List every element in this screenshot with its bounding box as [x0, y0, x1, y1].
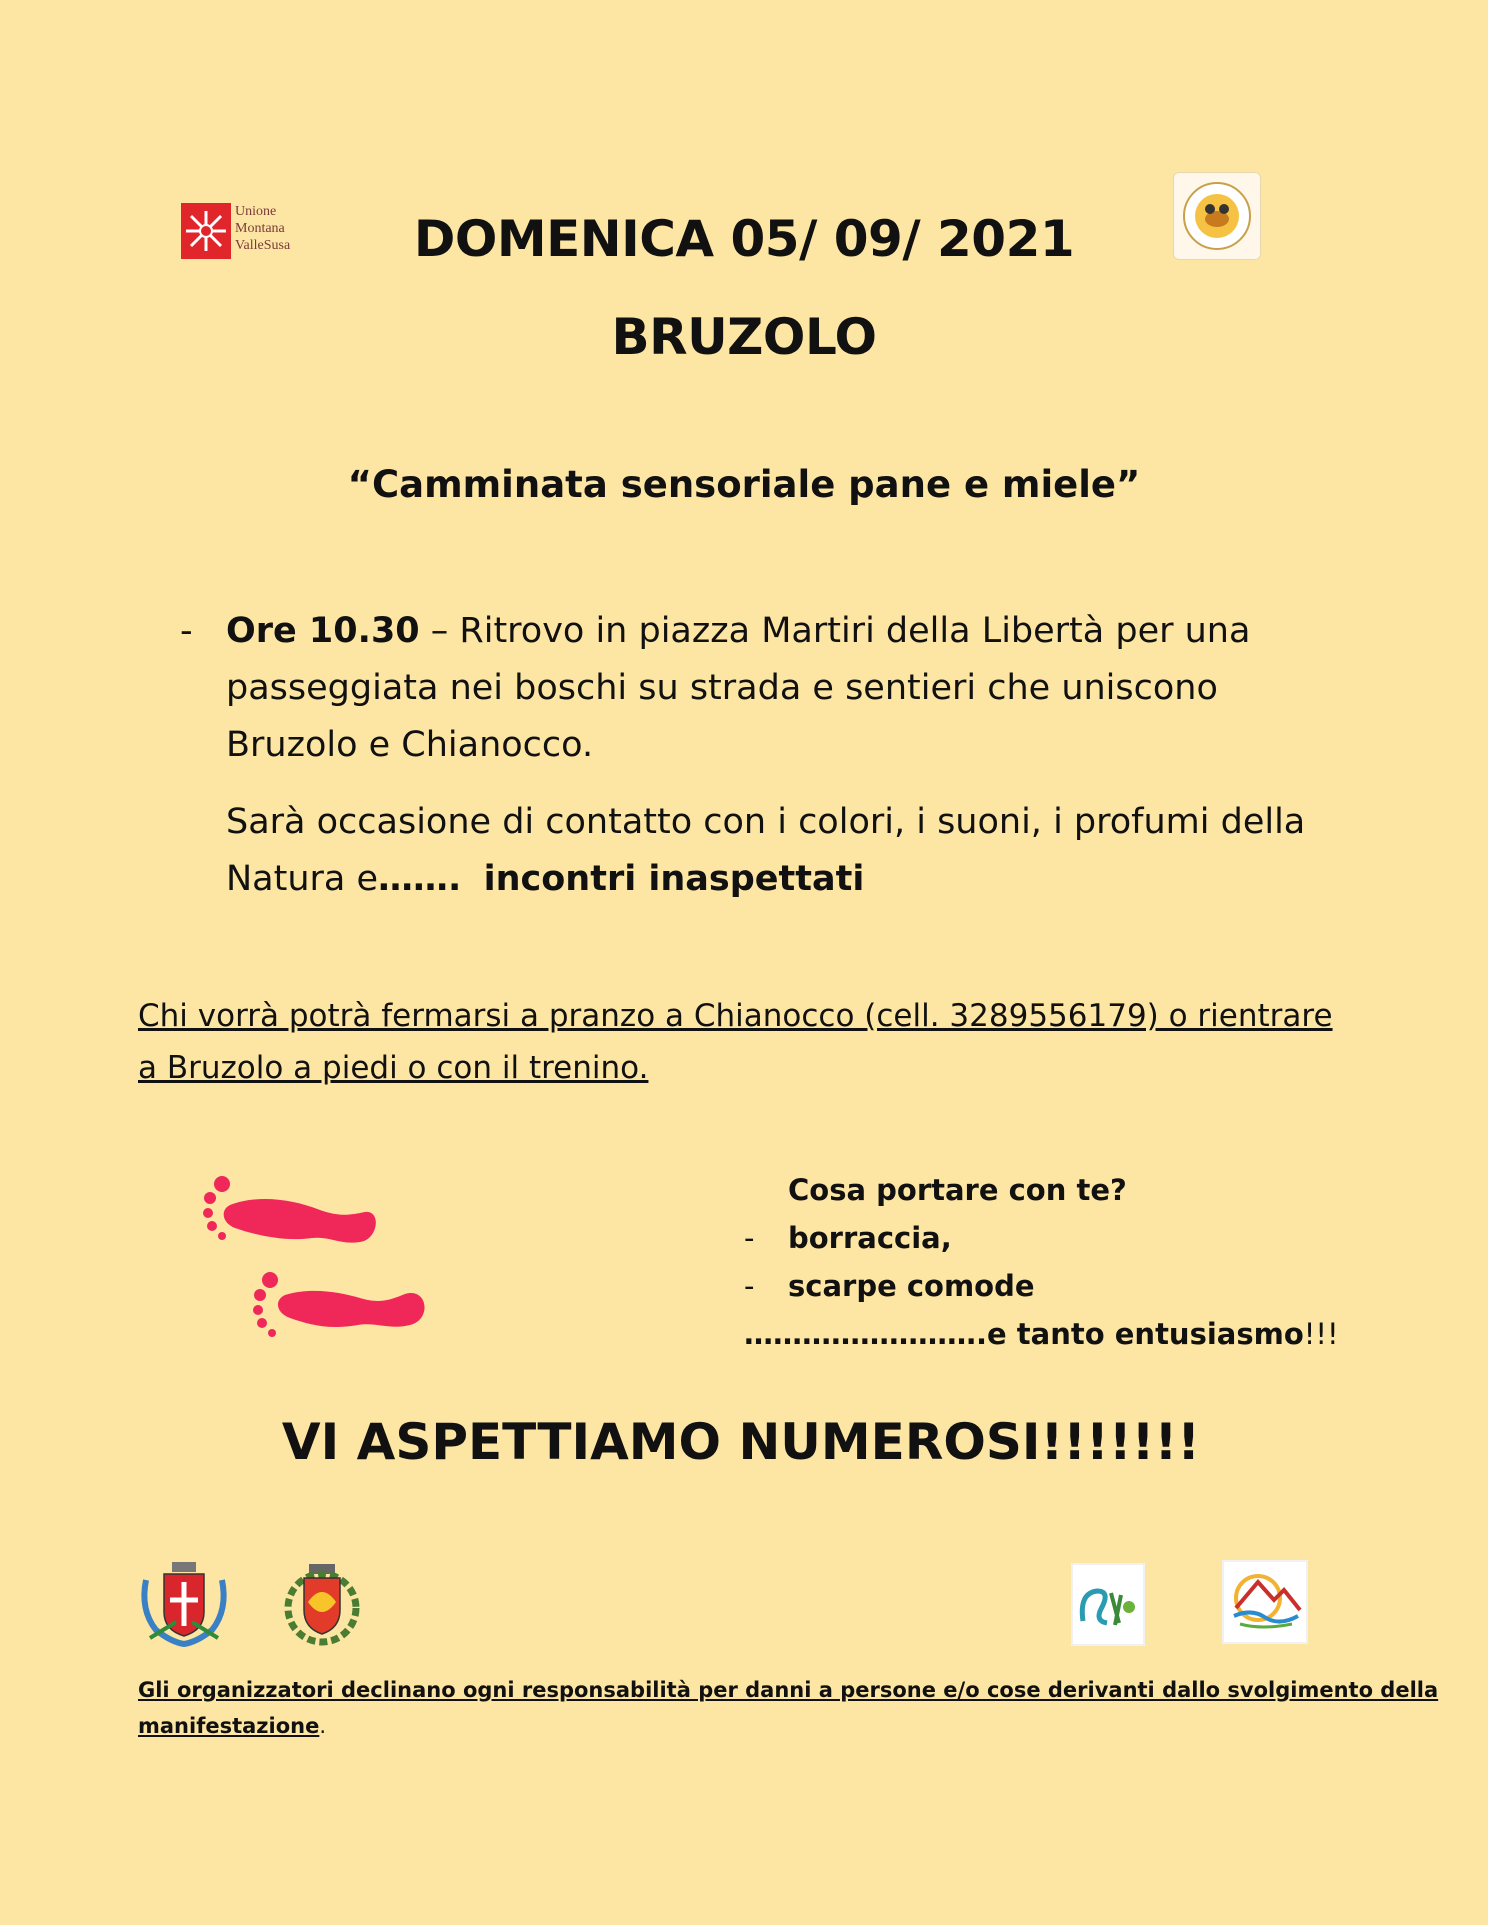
unione-logo-text-1: Unione	[235, 204, 277, 219]
program-line-2: passeggiata nei boschi su strada e sentieri che uniscono	[226, 668, 1218, 708]
chianocco-coat-of-arms	[284, 1562, 364, 1646]
bring-title: Cosa portare con te?	[788, 1173, 1127, 1207]
disclaimer-line-2: manifestazione	[138, 1714, 320, 1738]
call-to-action: VI ASPETTIAMO NUMEROSI!!!!!!!	[281, 1413, 1201, 1471]
bring-exclaim: !!!	[1303, 1317, 1339, 1351]
unione-logo-text-3: ValleSusa	[235, 238, 291, 253]
bring-dots: …………………….	[744, 1317, 988, 1351]
footprints-illustration	[200, 1170, 440, 1370]
lunch-info	[138, 990, 1333, 1094]
pro-loco-bruzolo-logo	[1222, 1560, 1308, 1644]
disclaimer-period: .	[319, 1714, 327, 1738]
program-time: Ore 10.30	[226, 611, 420, 651]
event-date: DOMENICA 05/ 09/ 2021	[413, 210, 1075, 268]
program-line-3: Bruzolo e Chianocco.	[226, 725, 594, 765]
program-bullet: -	[180, 611, 193, 651]
bruzolo-coat-of-arms	[136, 1560, 216, 1644]
bring-closing: e tanto entusiasmo	[987, 1317, 1304, 1351]
footprint-lower	[253, 1272, 425, 1337]
gusto-valsusa-logo	[1071, 1563, 1145, 1646]
program-line-5: Natura e	[226, 859, 379, 899]
unione-logo-text-2: Montana	[235, 221, 285, 236]
bring-item: scarpe comode	[788, 1269, 1035, 1303]
disclaimer	[138, 1672, 1438, 1744]
program-line-4: Sarà occasione di contatto con i colori, i suoni, i profumi della	[226, 802, 1306, 842]
event-place: BRUZOLO	[611, 308, 877, 366]
program-line-1: – Ritrovo in piazza Martiri della Libertà per una	[419, 611, 1251, 651]
disclaimer-line-1: Gli organizzatori declinano ogni responsabilità per danni a persone e/o cose derivanti dallo svolgimento della	[138, 1678, 1439, 1702]
program-highlight: incontri inaspettati	[483, 859, 865, 899]
lunch-line-1: Chi vorrà potrà fermarsi a pranzo a Chianocco (cell. 3289556179) o rientrare	[138, 998, 1333, 1034]
program-description	[226, 794, 1376, 908]
bring-dash-1: -	[744, 1221, 755, 1255]
event-title: “Camminata sensoriale pane e miele”	[347, 463, 1141, 506]
bring-item: borraccia,	[788, 1221, 952, 1255]
bring-dash-2: -	[744, 1269, 755, 1303]
lunch-line-2: a Bruzolo a piedi o con il trenino.	[138, 1050, 649, 1086]
program-block	[226, 603, 1376, 774]
bring-list	[744, 1166, 1339, 1358]
program-dots: …….	[378, 859, 462, 899]
footprint-upper	[203, 1176, 376, 1243]
